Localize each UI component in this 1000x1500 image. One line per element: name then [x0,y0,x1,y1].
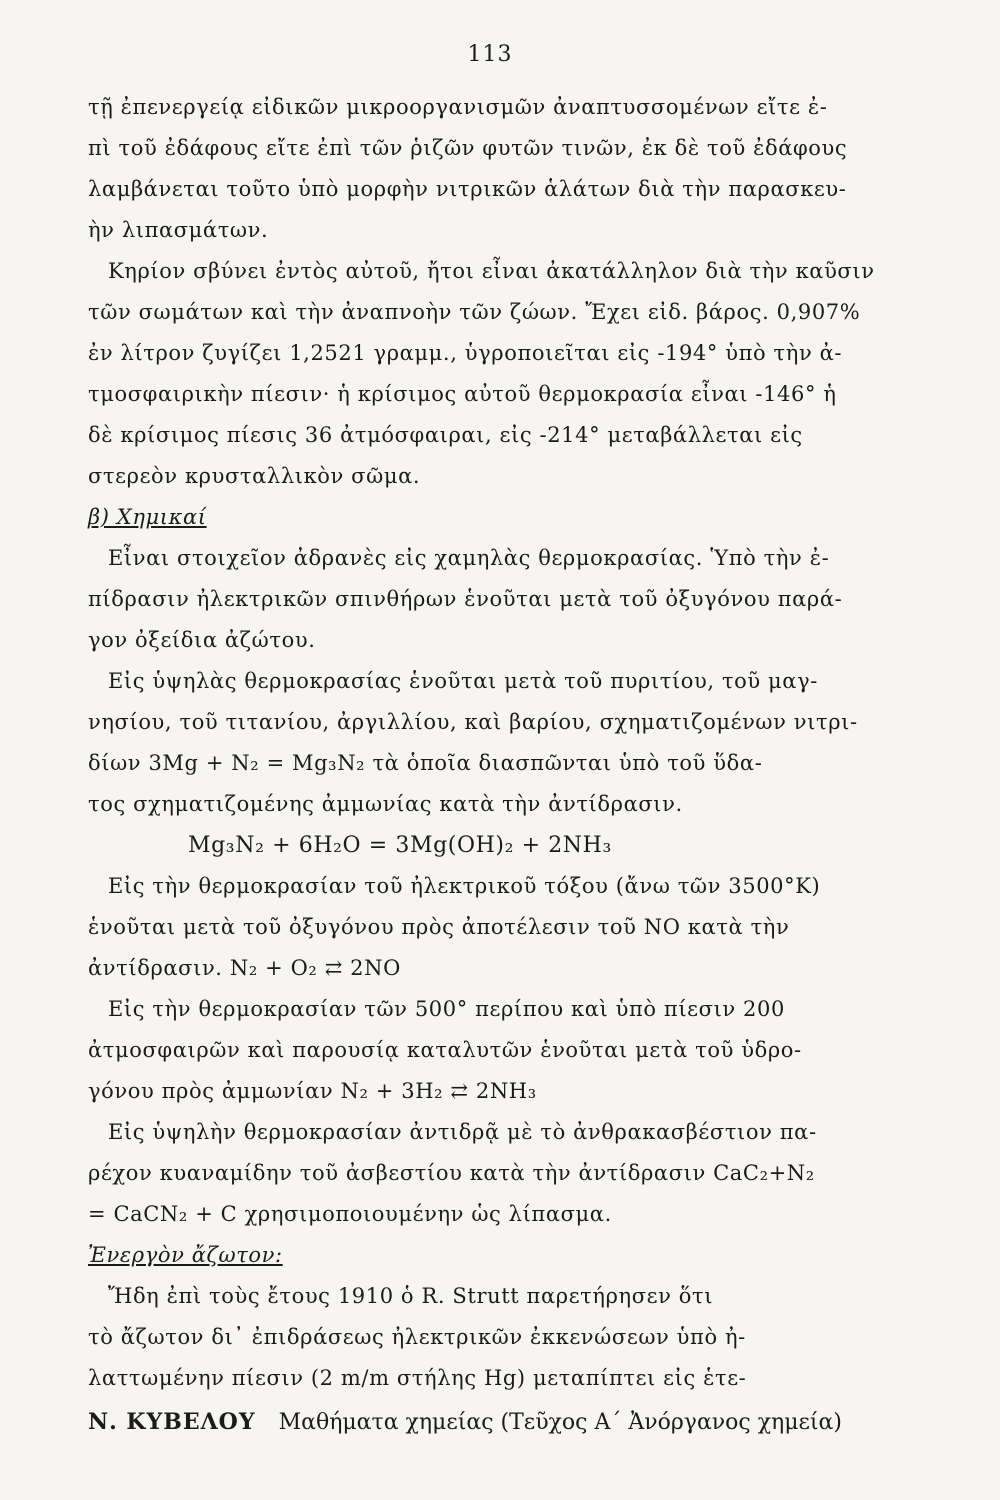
footer-author: Ν. ΚΥΒΕΛΟΥ [88,1409,256,1435]
text-line: πίδρασιν ἠλεκτρικῶν σπινθήρων ἑνοῦται μετὰ τοῦ ὀξυγόνου παρά- [88,587,843,611]
section-heading-active-nitrogen: Ἐνεργὸν ἄζωτον: [88,1243,283,1267]
text-line: ἑνοῦται μετὰ τοῦ ὀξυγόνου πρὸς ἀποτέλεσιν τοῦ NO κατὰ τὴν [88,915,790,939]
text-line-equation: δίων 3Mg + N₂ = Mg₃N₂ τὰ ὁποῖα διασπῶνται ὑπὸ τοῦ ὕδα- [88,751,763,775]
text-line: τῶν σωμάτων καὶ τὴν ἀναπνοὴν τῶν ζώων. Ἔχει εἰδ. βάρος. 0,907% [88,300,861,324]
text-line: Εἰς ὑψηλὴν θερμοκρασίαν ἀντιδρᾷ μὲ τὸ ἀνθρακασβέστιον πα- [108,1120,817,1144]
text-line: τος σχηματιζομένης ἀμμωνίας κατὰ τὴν ἀντίδρασιν. [88,792,683,816]
footer-title: Μαθήματα χημείας (Τεῦχος Α΄ Ἀνόργανος χημεία) [278,1410,843,1435]
text-line: Εἰς ὑψηλὰς θερμοκρασίας ἑνοῦται μετὰ τοῦ πυριτίου, τοῦ μαγ- [108,669,818,693]
text-line-equation: ἀντίδρασιν. N₂ + O₂ ⇄ 2NO [88,956,401,980]
section-heading-chemical: β) Χημικαί [88,505,207,529]
text-line: στερεὸν κρυσταλλικὸν σῶμα. [88,464,421,488]
text-line: Κηρίον σβύνει ἐντὸς αὐτοῦ, ἤτοι εἶναι ἀκατάλληλον διὰ τὴν καῦσιν [108,259,875,283]
text-line: Εἰς τὴν θερμοκρασίαν τῶν 500° περίπου καὶ ὑπὸ πίεσιν 200 [108,997,785,1021]
text-line: Εἰς τὴν θερμοκρασίαν τοῦ ἠλεκτρικοῦ τόξου (ἄνω τῶν 3500°K) [108,874,821,898]
text-line: Ἤδη ἐπὶ τοὺς ἔτους 1910 ὁ R. Strutt παρετήρησεν ὅτι [108,1284,714,1308]
text-line: ὴν λιπασμάτων. [88,218,269,242]
text-line: τμοσφαιρικὴν πίεσιν· ἡ κρίσιμος αὐτοῦ θερμοκρασία εἶναι -146° ἡ [88,382,837,406]
text-line: λαμβάνεται τοῦτο ὑπὸ μορφὴν νιτρικῶν ἁλάτων διὰ τὴν παρασκευ- [88,177,847,201]
text-line-equation: = CaCN₂ + C χρησιμοποιουμένην ὡς λίπασμα. [88,1202,612,1226]
text-line: πὶ τοῦ ἐδάφους εἴτε ἐπὶ τῶν ῥιζῶν φυτῶν τινῶν, ἐκ δὲ τοῦ ἐδάφους [88,136,848,160]
text-line: γον ὀξείδια ἀζώτου. [88,628,316,652]
text-line-equation: γόνου πρὸς ἀμμωνίαν N₂ + 3H₂ ⇄ 2NH₃ [88,1079,537,1103]
page-number: 113 [467,42,513,67]
text-line: Εἶναι στοιχεῖον ἀδρανὲς εἰς χαμηλὰς θερμοκρασίας. Ὑπὸ τὴν ἐ- [108,546,830,570]
text-line: δὲ κρίσιμος πίεσις 36 ἀτμόσφαιραι, εἰς -214° μεταβάλλεται εἰς [88,423,803,447]
text-line: τῇ ἐπενεργείᾳ εἰδικῶν μικροοργανισμῶν ἀναπτυσσομένων εἴτε ἐ- [88,95,828,119]
text-line: ἐν λίτρον ζυγίζει 1,2521 γραμμ., ὑγροποιεῖται εἰς -194° ὑπὸ τὴν ἀ- [88,341,843,365]
text-line: ἀτμοσφαιρῶν καὶ παρουσίᾳ καταλυτῶν ἑνοῦται μετὰ τοῦ ὑδρο- [88,1038,802,1062]
equation-line: Mg₃N₂ + 6H₂O = 3Mg(OH)₂ + 2NH₃ [188,833,612,858]
text-line: ρέχον κυαναμίδην τοῦ ἀσβεστίου κατὰ τὴν ἀντίδρασιν CaC₂+N₂ [88,1161,815,1185]
text-line: νησίου, τοῦ τιτανίου, ἀργιλλίου, καὶ βαρίου, σχηματιζομένων νιτρι- [88,710,858,734]
text-line: τὸ ἄζωτον δι᾽ ἐπιδράσεως ἠλεκτρικῶν ἐκκενώσεων ὑπὸ ἠ- [88,1325,746,1349]
text-line: λαττωμένην πίεσιν (2 m/m στήλης Hg) μεταπίπτει εἰς ἑτε- [88,1366,747,1390]
page-footer [88,1401,912,1444]
